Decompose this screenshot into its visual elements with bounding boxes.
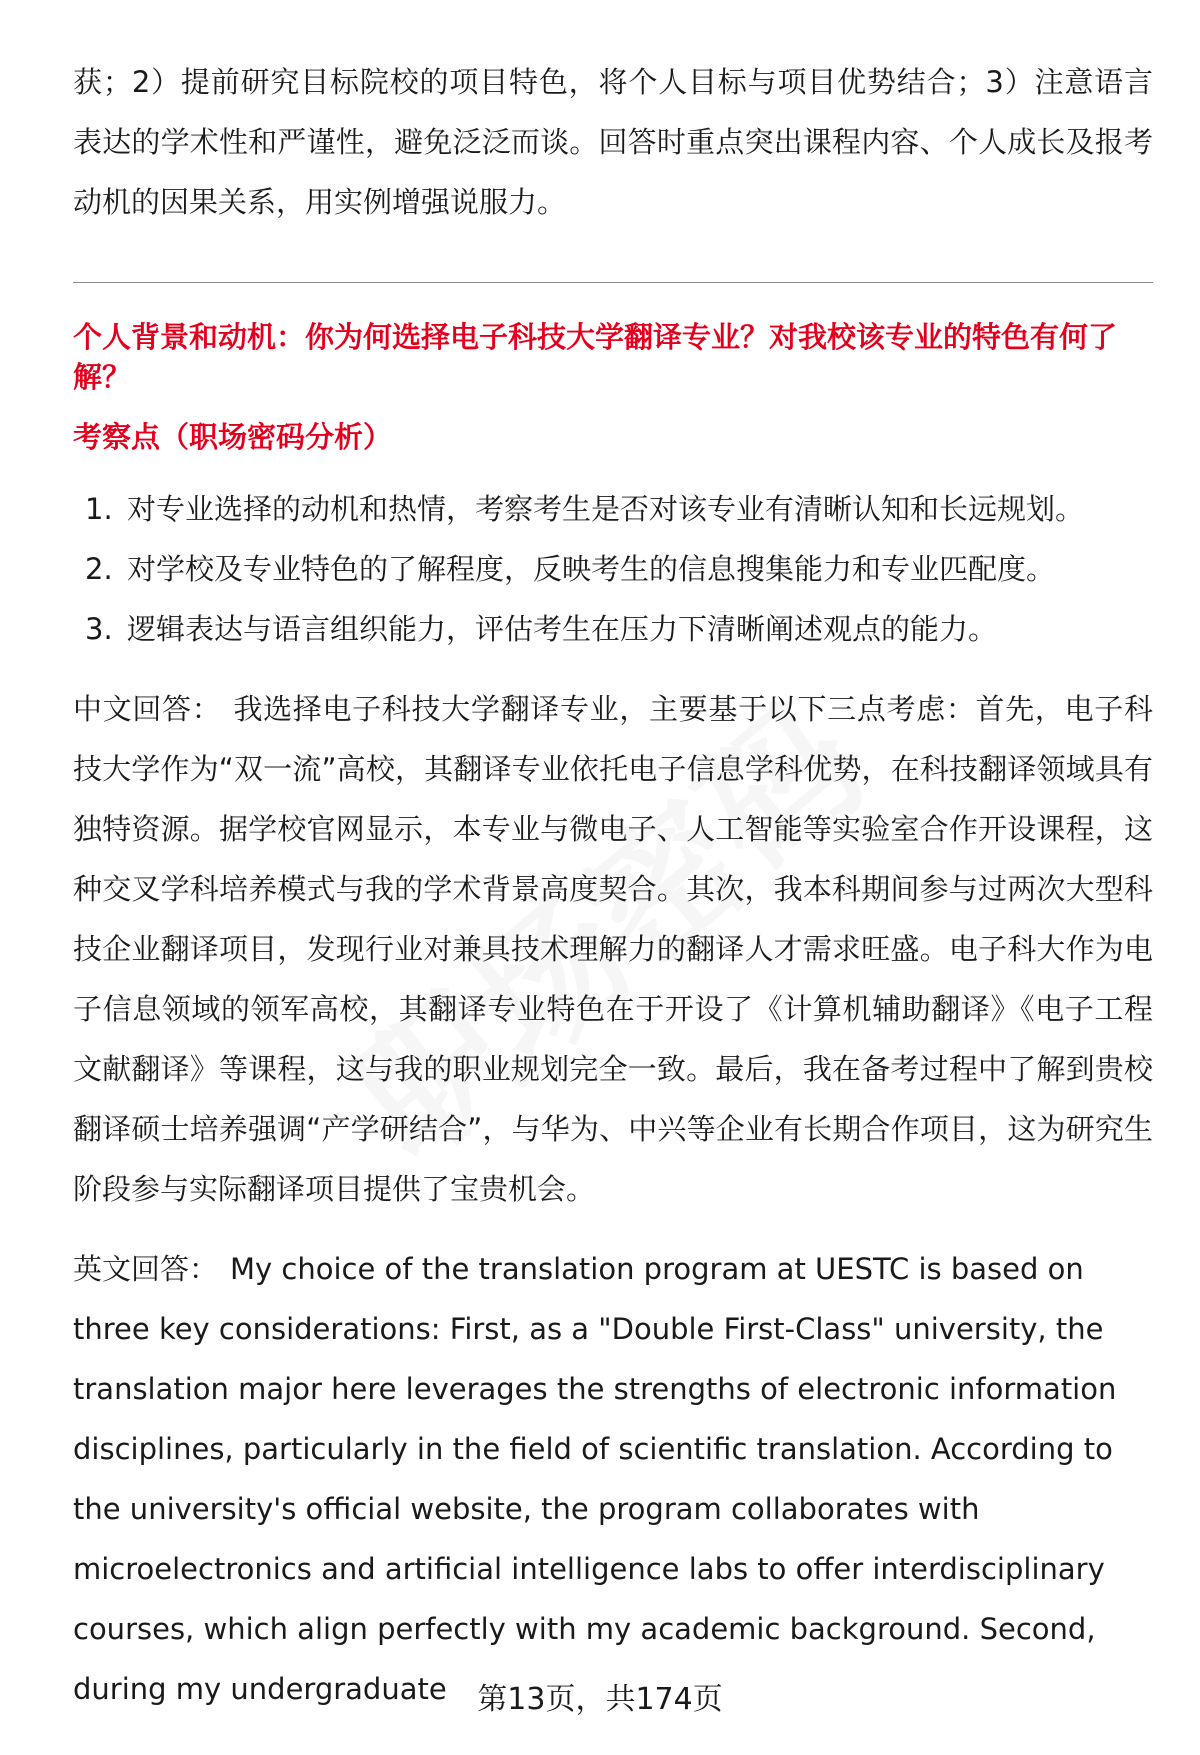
english-answer: [73, 1239, 1153, 1719]
section-divider: [73, 282, 1153, 283]
list-item: [85, 599, 1153, 659]
assessment-heading: 考察点（职场密码分析）: [73, 420, 393, 454]
chinese-answer-label: 中文回答：: [73, 692, 222, 726]
intro-paragraph: 获；2）提前研究目标院校的项目特色，将个人目标与项目优势结合；3）注意语言表达的学术性和严谨性，避免泛泛而谈。回答时重点突出课程内容、个人成长及报考动机的因果关系，用实例增强说服力。: [73, 65, 1153, 219]
english-answer-label: 英文回答：: [73, 1252, 219, 1286]
spacer: [73, 1219, 1153, 1239]
list-item-text: 对学校及专业特色的了解程度，反映考生的信息搜集能力和专业匹配度。: [127, 552, 1056, 586]
page-number-footer: 第13页，共174页: [477, 1682, 723, 1717]
english-answer-text: My choice of the translation program at UESTC is based on three key considerations: First, as a "Double First-Class" university, the translation major here leverages the strengths of electronic information disciplines, particularly in the field of scientific translation. According to the university's official website, the program collaborates with microelectronics and artificial intelligence labs to offer interdisciplinary courses, which align perfectly with my academic background. Second, during my undergraduate: [73, 1252, 1117, 1706]
list-item: [85, 479, 1153, 539]
list-item: [85, 539, 1153, 599]
list-item-text: 对专业选择的动机和热情，考察考生是否对该专业有清晰认知和长远规划。: [127, 492, 1085, 526]
list-item-number: 3.: [85, 612, 113, 646]
page-content: [73, 52, 1153, 1719]
question-title: 个人背景和动机：你为何选择电子科技大学翻译专业？对我校该专业的特色有何了解？: [73, 320, 1118, 394]
assessment-points-list: [73, 479, 1153, 659]
list-item-number: 2.: [85, 552, 113, 586]
chinese-answer: [73, 679, 1153, 1219]
list-item-text: 逻辑表达与语言组织能力，评估考生在压力下清晰阐述观点的能力。: [127, 612, 998, 646]
chinese-answer-text: 我选择电子科技大学翻译专业，主要基于以下三点考虑：首先，电子科技大学作为“双一流”高校，其翻译专业依托电子信息学科优势，在科技翻译领域具有独特资源。据学校官网显示，本专业与微电子、人工智能等实验室合作开设课程，这种交叉学科培养模式与我的学术背景高度契合。其次，我本科期间参与过两次大型科技企业翻译项目，发现行业对兼具技术理解力的翻译人才需求旺盛。电子科大作为电子信息领域的领军高校，其翻译专业特色在于开设了《计算机辅助翻译》《电子工程文献翻译》等课程，这与我的职业规划完全一致。最后，我在备考过程中了解到贵校翻译硕士培养强调“产学研结合”，与华为、中兴等企业有长期合作项目，这为研究生阶段参与实际翻译项目提供了宝贵机会。: [73, 692, 1153, 1206]
list-item-number: 1.: [85, 492, 113, 526]
